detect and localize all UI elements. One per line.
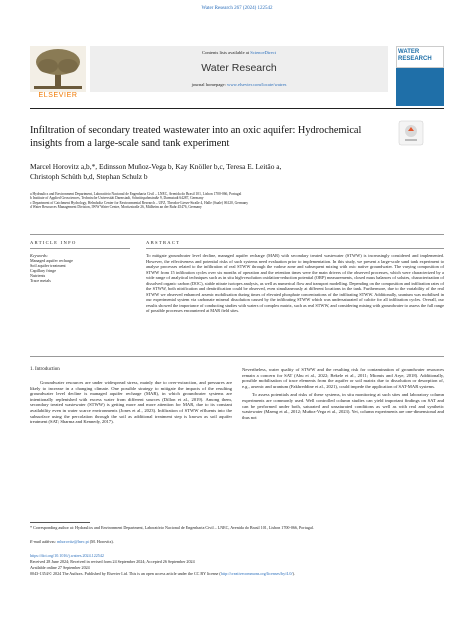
- contents-prefix: Contents lists available at: [202, 50, 251, 55]
- license-suffix: ).: [292, 571, 295, 576]
- authors-line-2: Christoph Schüth b,d, Stephan Schulz b: [30, 172, 148, 181]
- email-label: E-mail address:: [30, 539, 58, 544]
- article-info-heading: ARTICLE INFO: [30, 240, 77, 245]
- intro-paragraph-3: To assess potentials and risks of these systems, in situ monitoring at such sites and laboratory column experiments are commonly used. Well controlled column studies can yield important findings on SAT and can be performed under both, saturated and unsaturated conditions as well as with real and synthetic wastewater (Maeng et al., 2012; Muñoz-Vega et al., 2023). Yet, column experiments are one-dimensional and thus not: [242, 392, 444, 420]
- keyword: Soil aquifer treatment: [30, 263, 66, 268]
- article-info-rule: [30, 248, 130, 249]
- affiliations: [30, 192, 430, 210]
- email-suffix: (M. Horovitz).: [88, 539, 114, 544]
- section-heading-introduction: 1. Introduction: [30, 367, 60, 372]
- keyword: Nutrients: [30, 273, 46, 278]
- license-link[interactable]: http://creativecommons.org/licenses/by/4.0/: [220, 571, 293, 576]
- journal-reference[interactable]: Water Research 267 (2024) 122542: [201, 6, 273, 11]
- license-text: 0043-1354/© 2024 The Authors. Published by Elsevier Ltd. This is an open access article under the CC BY license (: [30, 571, 221, 576]
- affiliation-c: c Department of Catchment Hydrology, Helmholtz Center for Environmental Research – UFZ, Theodor-Lieser-Straße 4, Halle (Saale) 06120, Germany: [30, 200, 249, 205]
- affiliation-b: b Institute of Applied Geosciences, Technische Universität Darmstadt, Schnittspahnstraße 9, Darmstadt 64287, Germany: [30, 196, 204, 201]
- email-note: [30, 539, 444, 544]
- keyword: Capillary fringe: [30, 268, 57, 273]
- keywords-label: Keywords:: [30, 253, 48, 258]
- publisher-name: ELSEVIER: [38, 92, 78, 99]
- contents-line: [90, 50, 388, 55]
- journal-name: Water Research: [201, 62, 277, 74]
- authors-line-1: Marcel Horovitz a,b,*, Edinsson Muñoz-Vega b, Kay Knöller b,c, Teresa E. Leitão a,: [30, 162, 282, 171]
- affiliation-d: d Water Resources Management Division, IWW Water Centre, Moritzstraße 26, Mülheim an der Ruhr 45476, Germany: [30, 205, 202, 210]
- article-title: Infiltration of secondary treated wastewater into an oxic aquifer: Hydrochemical insights from a large-scale sand tank experiment: [30, 125, 362, 149]
- intro-paragraph-2: Nevertheless, water quality of STWW and the resulting risk for contamination of groundwater resources remain a concern for SAT (Abu et al., 2022; Bekele et al., 2011; Miomis and Arye, 2018). Additionally, possible mobilisation of trace elements from the aquifer or soil matrix due to dissolution or desorption of, e.g., arsenic and uranium (Fakhreddine et al., 2021), could impede the application of SAT-MAR systems.: [242, 367, 444, 389]
- keyword: Trace metals: [30, 278, 51, 283]
- footnote-rule: [30, 522, 90, 523]
- keyword: Managed aquifer recharge: [30, 258, 73, 263]
- section-rule: [30, 356, 444, 357]
- sciencedirect-link[interactable]: ScienceDirect: [250, 50, 276, 55]
- intro-paragraph-1: Groundwater resources are under widespread stress, mainly due to over-extraction, and pressures are likely to increase in a changing climate. One possible strategy to mitigate the impacts of the resulting groundwater level decline is managed aquifer recharge (MAR), in which groundwater systems are intentionally replenished with excess water from different sources (Dillon et al., 2019). Among them, secondary treated wastewater (STWW) is getting more and more attention for MAR, due to its constant availability even in water scarce environments (Jones et al., 2023). Infiltration of STWW effluents into the subsurface using the percolation through the soil as additional treatment step is known as soil aquifer treatment (SAT; Sharma and Kennedy, 2017).: [30, 380, 232, 425]
- check-for-updates-icon[interactable]: [398, 120, 424, 146]
- journal-cover-title: WATER RESEARCH: [398, 49, 432, 62]
- author-list: [30, 162, 370, 182]
- header-rule: [30, 108, 444, 109]
- license-note: [30, 571, 444, 576]
- corresponding-author-note: * Corresponding author at: Hydraulics and Environment Department, Laboratório Nacional de Engenharia Civil – LNEC, Avenida do Brasil 101, Lisbon 1700-066, Portugal.: [30, 525, 314, 530]
- abstract-rule: [146, 248, 444, 249]
- homepage-link[interactable]: www.elsevier.com/locate/watres: [227, 82, 287, 87]
- keyword-list: [30, 258, 130, 283]
- homepage-prefix: journal homepage:: [191, 82, 228, 87]
- elsevier-tree-logo: [30, 46, 86, 92]
- abstract-text: To mitigate groundwater level decline, managed aquifer recharge (MAR) with secondary treated wastewater (STWW) is increasingly considered and implemented. However, the effectiveness and potential risks of such systems need evaluation prior to implementation. In this study, we present a large-scale sand tank experiment to analyse processes related to the infiltration of real STWW through the vadose zone and subsequent mixing with oxic native groundwater. The varying composition of STWW from 15 infiltration cycles over six months of operation and the retention times were the main drivers of the observed processes, which were characterized by a wide range of analytical techniques such as in situ high-resolution oxidation-reduction potential (ORP) measurements, closed mass balances of solutes, characterization of dissolved organic carbon (DOC), stable nitrate isotopes analysis, as well as numerical flow and transport modelling. Depending on the composition and infiltration rates of the STWW, both nitrification and denitrification could be observed, even simultaneously at different locations in the tank. Furthermore, due to the variability of the real STWW we observed enhanced arsenic mobilisation during times of elevated phosphate concentrations of the infiltrating STWW. Additionally, uranium was mobilised in our experimental system via carbonate mineral dissolution caused by the infiltrating STWW which was undersaturated of calcite for all infiltration cycles. Overall, our results showed the importance of conducting studies with waters of complex matrix, such as real STWW, and considering mixing with groundwater to assess the full range of possible processes encountered at MAR field sites.: [146, 253, 444, 313]
- affiliation-a: a Hydraulics and Environment Department, Laboratório Nacional de Engenharia Civil – LNEC, Avenida do Brasil 101, Lisbon 1700-066, Portugal: [30, 192, 242, 196]
- abstract-heading: ABSTRACT: [146, 240, 181, 245]
- right-column: [242, 367, 444, 420]
- email-link[interactable]: mhorovitz@lnec.pt: [57, 539, 89, 544]
- doi-link[interactable]: https://doi.org/10.1016/j.watres.2024.122542: [30, 553, 104, 558]
- section-rule: [30, 234, 444, 235]
- article-dates: Received 28 June 2024; Received in revised form 24 September 2024; Accepted 26 September 2024: [30, 559, 195, 564]
- online-date: Available online 27 September 2024: [30, 565, 90, 570]
- homepage-line: [90, 82, 388, 87]
